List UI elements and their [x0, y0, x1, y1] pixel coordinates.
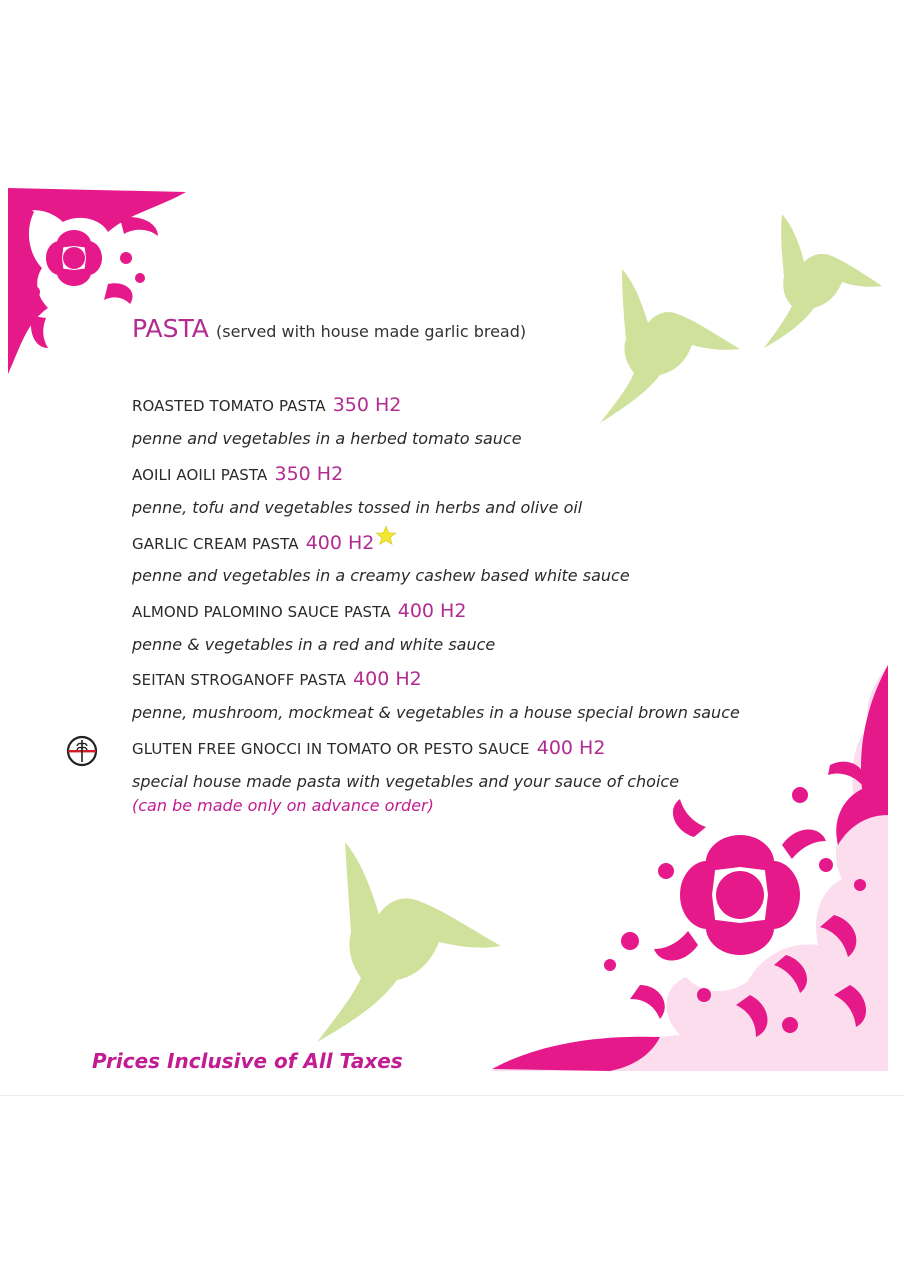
menu-item: [132, 594, 832, 663]
floral-corner-top-left-icon: [8, 188, 188, 378]
parrot-icon: [313, 838, 505, 1044]
menu-item: [132, 731, 832, 800]
section-subtitle: (served with house made garlic bread): [215, 322, 527, 341]
item-price: 400 H2: [305, 532, 375, 554]
item-name: GARLIC CREAM PASTA: [132, 535, 299, 553]
item-description: special house made pasta with vegetables and your sauce of choice: [132, 771, 680, 791]
footer-tax-note: Prices Inclusive of All Taxes: [92, 1049, 403, 1073]
section-heading: [132, 314, 526, 343]
item-description: penne, tofu and vegetables tossed in herbs and olive oil: [132, 497, 583, 517]
menu-item: [132, 457, 832, 526]
item-price: 350 H2: [332, 394, 402, 416]
item-name: GLUTEN FREE GNOCCI IN TOMATO OR PESTO SAUCE: [132, 739, 530, 758]
section-title: PASTA: [132, 314, 209, 343]
menu-item-list: [132, 388, 832, 799]
parrot-icon: [760, 212, 885, 350]
item-name: ROASTED TOMATO PASTA: [132, 397, 326, 415]
item-name: AOILI AOILI PASTA: [132, 465, 268, 484]
item-price: 350 H2: [274, 462, 344, 485]
item-price: 400 H2: [536, 736, 606, 759]
menu-item: [132, 525, 832, 594]
item-description: penne and vegetables in a creamy cashew based white sauce: [132, 566, 630, 585]
item-description: penne and vegetables in a herbed tomato sauce: [132, 429, 522, 448]
menu-item: [132, 388, 832, 457]
item-description: penne & vegetables in a red and white sauce: [132, 634, 496, 654]
menu-item: [132, 662, 832, 731]
item-price: 400 H2: [353, 668, 422, 690]
gluten-free-icon: [65, 734, 99, 768]
item-name: ALMOND PALOMINO SAUCE PASTA: [132, 602, 391, 621]
item-price: 400 H2: [397, 599, 467, 622]
star-icon: [375, 525, 397, 547]
item-name: SEITAN STROGANOFF PASTA: [132, 671, 346, 689]
advance-order-note: (can be made only on advance order): [132, 796, 434, 815]
item-description: penne, mushroom, mockmeat & vegetables in a house special brown sauce: [132, 703, 740, 722]
